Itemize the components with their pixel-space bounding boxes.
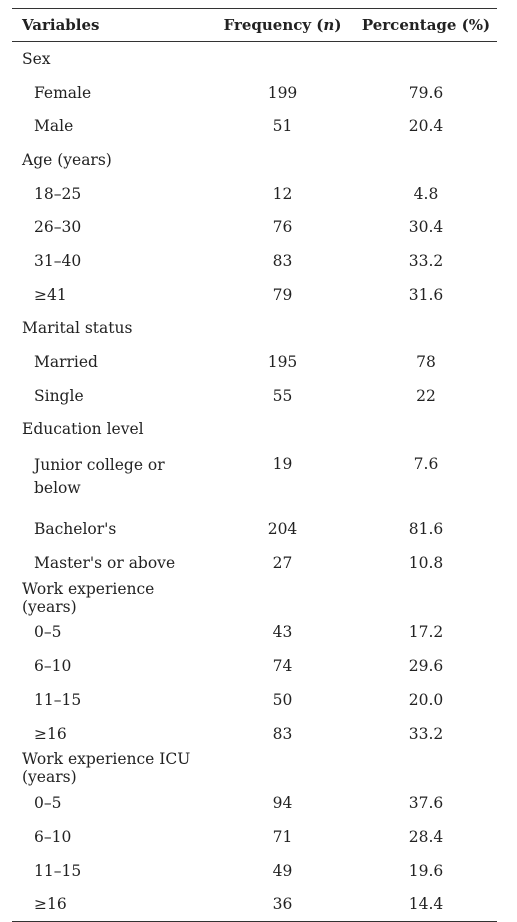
row-label: 18–25 xyxy=(34,184,82,203)
table-row xyxy=(12,109,497,143)
percentage-cell xyxy=(355,143,497,177)
row-label: 0–5 xyxy=(34,794,62,813)
row-label: 6–10 xyxy=(34,657,72,676)
table-body xyxy=(12,42,497,922)
table-row xyxy=(12,820,497,854)
table-row xyxy=(12,512,497,546)
percentage-cell: 10.8 xyxy=(408,553,444,572)
row-label: Female xyxy=(34,83,92,102)
percentage-cell: 28.4 xyxy=(408,827,444,846)
group-label: Work experience ICU (years) xyxy=(22,750,191,787)
table-row xyxy=(12,616,497,650)
table-header xyxy=(12,9,497,42)
row-label: Bachelor's xyxy=(34,520,117,539)
percentage-cell: 22 xyxy=(416,386,436,405)
frequency-cell: 51 xyxy=(272,117,293,136)
percentage-cell xyxy=(355,580,497,616)
frequency-cell: 74 xyxy=(272,657,293,676)
header-percentage: Percentage (%) xyxy=(361,16,491,34)
row-label: 11–15 xyxy=(34,690,82,709)
frequency-cell: 79 xyxy=(272,285,293,304)
row-label: 0–5 xyxy=(34,623,62,642)
header-row xyxy=(12,9,497,42)
frequency-cell: 55 xyxy=(272,386,293,405)
percentage-cell: 29.6 xyxy=(408,657,444,676)
table-row xyxy=(12,546,497,580)
percentage-cell: 7.6 xyxy=(413,455,439,474)
table-row xyxy=(12,244,497,278)
percentage-cell: 19.6 xyxy=(408,861,444,880)
row-label: Single xyxy=(34,386,84,405)
table-row xyxy=(12,887,497,921)
frequency-cell: 43 xyxy=(272,623,293,642)
table-row xyxy=(12,210,497,244)
header-variables: Variables xyxy=(22,16,100,34)
percentage-cell: 31.6 xyxy=(408,285,444,304)
group-header-row xyxy=(12,42,497,76)
percentage-cell: 79.6 xyxy=(408,83,444,102)
table-row xyxy=(12,177,497,211)
group-label: Sex xyxy=(22,49,51,68)
percentage-cell: 78 xyxy=(416,353,436,372)
frequency-cell: 76 xyxy=(272,218,293,237)
percentage-cell: 81.6 xyxy=(408,520,444,539)
demographics-table xyxy=(12,8,497,922)
percentage-cell: 20.4 xyxy=(408,117,444,136)
frequency-cell xyxy=(210,580,355,616)
header-frequency-prefix: Frequency ( xyxy=(223,16,324,34)
table-row xyxy=(12,345,497,379)
row-label: Junior college or below xyxy=(34,456,165,498)
frequency-cell: 204 xyxy=(267,520,298,539)
frequency-cell: 49 xyxy=(272,861,293,880)
group-header-row xyxy=(12,413,497,447)
table-row xyxy=(12,786,497,820)
header-frequency-suffix: ) xyxy=(334,16,342,34)
frequency-cell: 83 xyxy=(272,251,293,270)
percentage-cell: 33.2 xyxy=(408,251,444,270)
frequency-cell: 71 xyxy=(272,827,293,846)
group-label: Marital status xyxy=(22,319,133,338)
frequency-cell xyxy=(210,143,355,177)
frequency-cell: 19 xyxy=(272,455,293,474)
frequency-cell: 12 xyxy=(272,184,293,203)
percentage-cell xyxy=(355,42,497,76)
frequency-cell xyxy=(210,42,355,76)
frequency-cell xyxy=(210,413,355,447)
demographics-table-container xyxy=(12,8,497,922)
frequency-cell: 195 xyxy=(267,353,298,372)
table-row xyxy=(12,854,497,888)
table-row xyxy=(12,683,497,717)
group-label: Education level xyxy=(22,420,144,439)
row-label: 6–10 xyxy=(34,827,72,846)
row-label: 31–40 xyxy=(34,251,82,270)
table-row xyxy=(12,446,497,512)
frequency-cell: 94 xyxy=(272,794,293,813)
percentage-cell xyxy=(355,413,497,447)
row-label: Married xyxy=(34,353,98,372)
percentage-cell: 4.8 xyxy=(413,184,439,203)
percentage-cell: 17.2 xyxy=(408,623,444,642)
percentage-cell xyxy=(355,312,497,346)
percentage-cell: 37.6 xyxy=(408,794,444,813)
frequency-cell: 36 xyxy=(272,895,293,914)
group-label: Work experience (years) xyxy=(22,579,155,616)
header-frequency xyxy=(210,9,355,42)
header-frequency-n: n xyxy=(323,16,335,34)
table-row xyxy=(12,717,497,751)
row-label: 26–30 xyxy=(34,218,82,237)
table-row xyxy=(12,649,497,683)
group-header-row xyxy=(12,750,497,786)
frequency-cell: 83 xyxy=(272,724,293,743)
row-label: 11–15 xyxy=(34,861,82,880)
table-row xyxy=(12,278,497,312)
row-label: ≥16 xyxy=(34,895,67,914)
row-label: ≥16 xyxy=(34,724,67,743)
percentage-cell: 33.2 xyxy=(408,724,444,743)
percentage-cell: 30.4 xyxy=(408,218,444,237)
frequency-cell xyxy=(210,750,355,786)
row-label: Male xyxy=(34,117,74,136)
table-row xyxy=(12,379,497,413)
percentage-cell: 20.0 xyxy=(408,690,444,709)
group-header-row xyxy=(12,143,497,177)
frequency-cell: 199 xyxy=(267,83,298,102)
group-label: Age (years) xyxy=(22,150,112,169)
row-label: ≥41 xyxy=(34,285,67,304)
percentage-cell xyxy=(355,750,497,786)
table-row xyxy=(12,76,497,110)
percentage-cell: 14.4 xyxy=(408,895,444,914)
group-header-row xyxy=(12,580,497,616)
frequency-cell: 27 xyxy=(272,553,293,572)
group-header-row xyxy=(12,312,497,346)
frequency-cell: 50 xyxy=(272,690,293,709)
row-label: Master's or above xyxy=(34,553,176,572)
frequency-cell xyxy=(210,312,355,346)
